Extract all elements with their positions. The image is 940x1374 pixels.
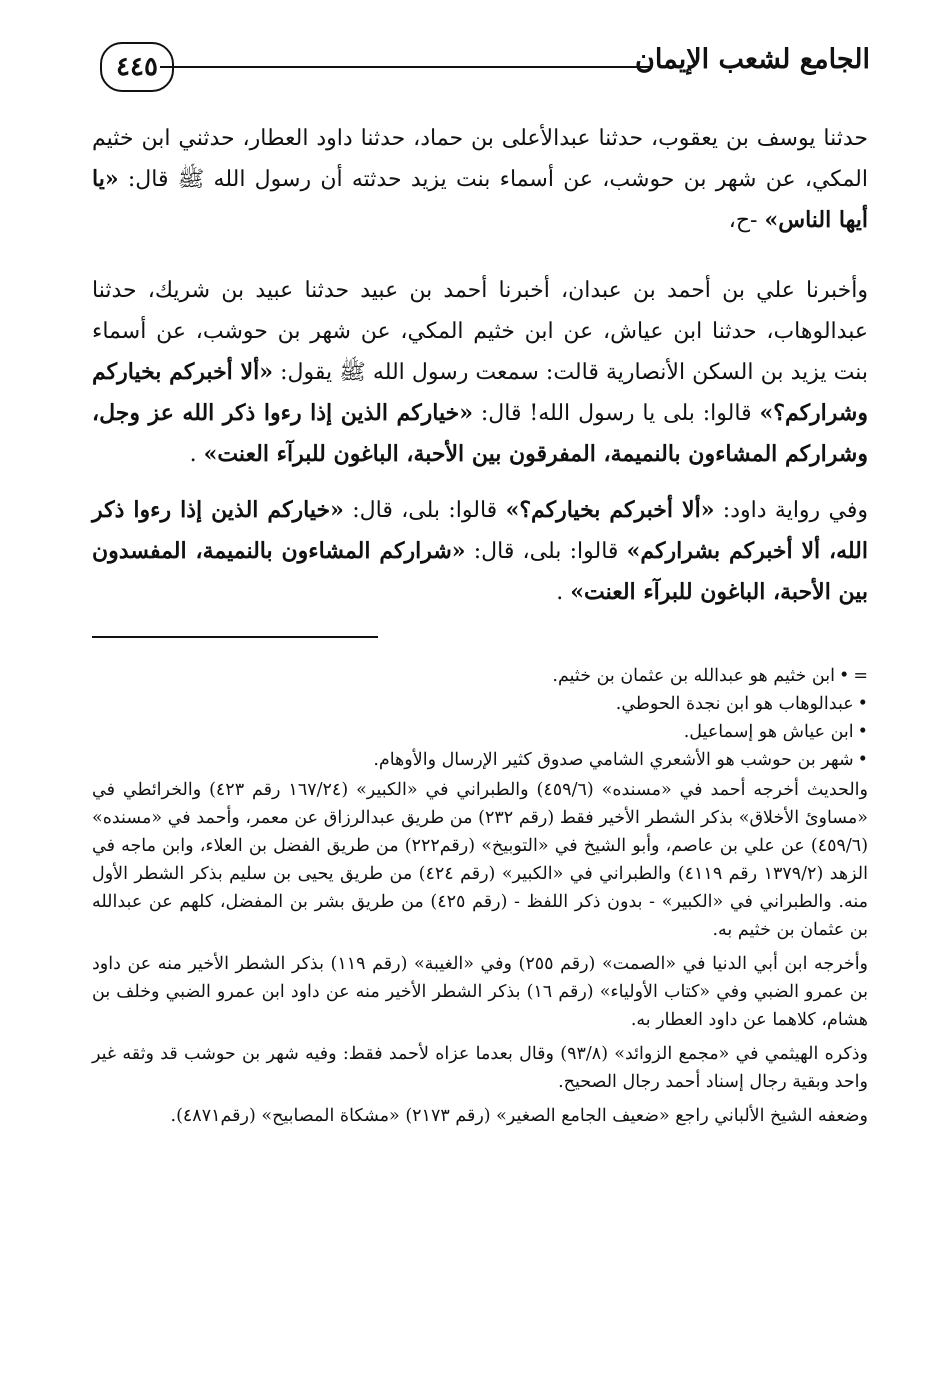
narrator-note: [92, 718, 868, 746]
paragraph-2-quote-2: «خياركم الذين إذا رءوا ذكر الله عز وجل، وشراركم المشاءون بالنميمة، المفرقون بين الأحبة، الباغون للبرآء العنت»: [92, 400, 868, 467]
paragraph-3-quote-3: «شراركم المشاءون بالنميمة، المفسدون بين الأحبة، الباغون للبرآء العنت»: [92, 538, 868, 605]
footnote-divider: [92, 636, 378, 638]
bullet-icon: •: [857, 722, 868, 742]
narrator-note: [92, 746, 868, 774]
running-header: [90, 40, 870, 104]
paragraph-3: [92, 490, 868, 613]
page-number-badge: ٤٤٥: [100, 42, 174, 92]
paragraph-2-text: وأخبرنا علي بن أحمد بن عبدان، أخبرنا أحمد بن عبيد حدثنا عبيد بن شريك، حدثنا عبدالوهاب، حدثنا ابن عياش، عن ابن خثيم المكي، عن شهر بن حوشب، عن أسماء بنت يزيد بن السكن الأنصارية قالت: سمعت رسول الله ﷺ يقول:: [92, 278, 868, 385]
bullet-icon: •: [857, 694, 868, 714]
continuation-mark: =: [853, 666, 868, 686]
paragraph-3-text: وفي رواية داود:: [714, 498, 869, 523]
paragraph-3-quote-1: «ألا أخبركم بخياركم؟»: [505, 497, 715, 523]
narrator-note-text: عبدالوهاب هو ابن نجدة الحوطي.: [615, 694, 854, 714]
running-title: الجامع لشعب الإيمان: [635, 44, 870, 75]
paragraph-3-mid-2: قالوا: بلى، قال:: [465, 539, 619, 564]
paragraph-2-mid: قالوا: بلى يا رسول الله! قال:: [472, 401, 752, 426]
paragraph-3-mid-1: قالوا: بلى، قال:: [343, 498, 498, 523]
bullet-icon: •: [857, 750, 868, 770]
paragraph-3-quote-2: «خياركم الذين إذا رءوا ذكر الله، ألا أخبركم بشراركم»: [92, 497, 868, 564]
bullet-icon: •: [839, 666, 850, 686]
narrator-note-text: ابن عياش هو إسماعيل.: [683, 722, 854, 742]
narrator-note-text: ابن خثيم هو عبدالله بن عثمان بن خثيم.: [552, 666, 835, 686]
paragraph-1-end: -ح،: [728, 208, 758, 233]
paragraph-2: [92, 270, 868, 475]
narrator-note: [92, 690, 868, 718]
takhrij-paragraph: وذكره الهيثمي في «مجمع الزوائد» (٩٣/٨) وقال بعدما عزاه لأحمد فقط: وفيه شهر بن حوشب قد وثقه غير واحد وبقية رجال إسناد أحمد رجال الصحيح.: [92, 1044, 868, 1092]
takhrij-paragraph: والحديث أخرجه أحمد في «مسنده» (٤٥٩/٦) والطبراني في «الكبير» (١٦٧/٢٤ رقم ٤٢٣) والخرائطي في «مساوئ الأخلاق» بذكر الشطر الأخير فقط (رقم ٢٣٢) من طريق عبدالرزاق عن معمر، وأحمد في «مسنده» (٤٥٩/٦) عن علي بن عاصم، وأبو الشيخ في «التوبيخ» (رقم٢٢٢) من طريق الفضل بن العلاء، وابن ماجه في الزهد (١٣٧٩/٢ رقم ٤١١٩) والطبراني في «الكبير» (رقم ٤٢٤) من طريق يحيى بن سليم بذكر الشطر الأول منه. والطبراني في «الكبير» - بدون ذكر اللفظ - (رقم ٤٢٥) من طريق بشر بن المفضل، كلهم عن عبدالله بن عثمان بن خثيم به.: [92, 780, 869, 940]
paragraph-1-quote: «يا أيها الناس»: [92, 166, 868, 233]
takhrij-paragraph: وأخرجه ابن أبي الدنيا في «الصمت» (رقم ٢٥٥) وفي «الغيبة» (رقم ١١٩) بذكر الشطر الأخير منه عن داود بن عمرو الضبي وفي «كتاب الأولياء» (رقم ١٦) بذكر الشطر الأخير منه عن داود ابن عمرو الضبي وخلف بن هشام، كلاهما عن داود العطار به.: [92, 954, 869, 1030]
narrator-note: [92, 662, 868, 690]
paragraph-2-quote-1: «ألا أخبركم بخياركم وشراركم؟»: [92, 359, 868, 426]
takhrij-notes: [92, 776, 868, 1130]
paragraph-3-end: .: [556, 580, 564, 605]
header-rule: [160, 66, 650, 68]
narrator-notes: [92, 662, 868, 774]
takhrij-paragraph: وضعفه الشيخ الألباني راجع «ضعيف الجامع الصغير» (رقم ٢١٧٣) «مشكاة المصابيح» (رقم٤٨٧١).: [170, 1106, 868, 1126]
paragraph-2-end: .: [189, 442, 197, 467]
paragraph-1: [92, 118, 868, 241]
paragraph-1-text: حدثنا يوسف بن يعقوب، حدثنا عبدالأعلى بن حماد، حدثنا داود العطار، حدثني ابن خثيم المكي، عن شهر بن حوشب، عن أسماء بنت يزيد حدثته أن رسول الله ﷺ قال:: [92, 126, 868, 192]
footnotes: [92, 662, 868, 1136]
narrator-note-text: شهر بن حوشب هو الأشعري الشامي صدوق كثير الإرسال والأوهام.: [373, 750, 854, 770]
